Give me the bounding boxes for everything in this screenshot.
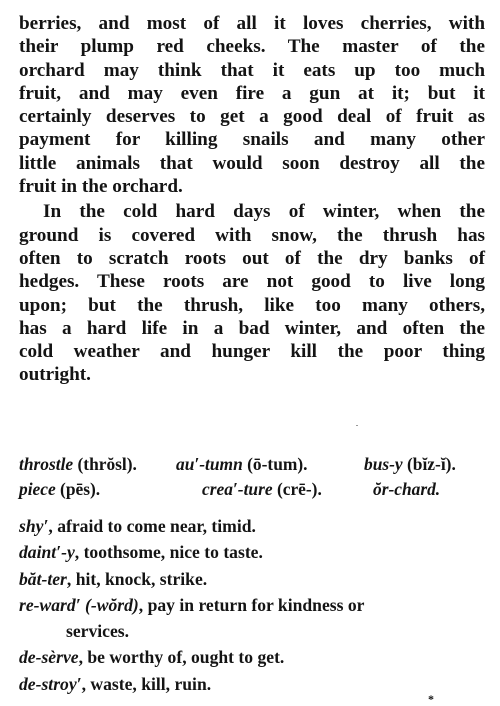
definition-word: re-ward′ (-wŏrd) [19, 594, 139, 615]
text-line: hedges. These roots are not good to live long [19, 271, 485, 293]
vocab-word: piece [19, 479, 56, 499]
definition-meaning: , waste, kill, ruin. [81, 673, 212, 694]
vocab-word: ŏr-chard. [373, 479, 441, 499]
text-line: fruit, and may even fire a gun at it; but it [19, 82, 485, 104]
text-line: ground is covered with snow, the thrush has [19, 224, 485, 246]
text-line: little animals that would soon destroy all the [19, 152, 485, 174]
text-line: berries, and most of all it loves cherries, with [19, 13, 485, 34]
definition-entry [19, 592, 485, 618]
text-line: outright. [19, 364, 91, 386]
vocab-word: bus-y [364, 454, 403, 474]
vocab-word: crea′-ture [202, 479, 273, 499]
pronunciation-entry [364, 452, 456, 477]
vocab-word: au′-tumn [176, 454, 243, 474]
vocab-pronunciation: (thrŏsl). [77, 454, 137, 474]
prose-text [19, 12, 485, 387]
text-line: cold weather and hunger kill the poor thing [19, 341, 485, 363]
vocab-word: throstle [19, 454, 74, 474]
vocab-pronunciation: (pēs). [60, 479, 101, 499]
definition-word: shy′ [19, 516, 49, 536]
stray-mark [356, 425, 358, 426]
definition-entry [19, 644, 485, 670]
vocab-pronunciation: (ō-tum). [247, 454, 308, 474]
paragraph-1 [19, 12, 485, 198]
definition-word: de-sèrve [19, 647, 79, 668]
pronunciation-row [19, 477, 485, 502]
text-line: has a hard life in a bad winter, and often the [19, 317, 485, 339]
definition-continuation: services. [66, 621, 130, 642]
definition-word: băt-ter [19, 568, 67, 589]
pronunciation-entry [373, 477, 440, 502]
definition-entry [19, 566, 485, 592]
text-line: fruit in the orchard. [19, 176, 183, 198]
text-line: their plump red cheeks. The master of the [19, 36, 485, 58]
footer-mark: * [428, 692, 434, 706]
definition-meaning: , toothsome, nice to taste. [74, 542, 263, 563]
paragraph-2 [19, 200, 485, 386]
text-line: payment for killing snails and many other [19, 129, 485, 151]
text-line: upon; but the thrush, like too many others, [19, 294, 485, 316]
pronunciation-entry [19, 452, 137, 477]
definition-entry [19, 539, 485, 565]
vocab-pronunciation: (bĭz-ĭ). [407, 454, 456, 474]
text-line: often to scratch roots out of the dry banks of [19, 247, 485, 269]
text-line: certainly deserves to get a good deal of fruit as [19, 106, 485, 128]
definition-meaning: , afraid to come near, timid. [48, 516, 256, 536]
pronunciation-entry [19, 477, 100, 502]
definition-entry [19, 671, 485, 697]
definition-meaning: , pay in return for kindness or [138, 594, 365, 615]
definition-meaning: , be worthy of, ought to get. [78, 647, 285, 668]
text-line: orchard may think that it eats up too much [19, 59, 485, 81]
vocab-pronunciation: (crē-). [276, 479, 322, 499]
text-line: In the cold hard days of winter, when the [43, 201, 485, 223]
definition-entry [19, 513, 485, 539]
definition-meaning: , hit, knock, strike. [66, 568, 208, 589]
definitions-list [19, 513, 485, 697]
pronunciation-row [19, 452, 485, 477]
pronunciation-entry [176, 452, 308, 477]
pronunciation-list [19, 452, 485, 502]
pronunciation-entry [202, 477, 322, 502]
definition-word: daint′-y [19, 542, 75, 563]
definition-word: de-stroy′ [19, 673, 82, 694]
